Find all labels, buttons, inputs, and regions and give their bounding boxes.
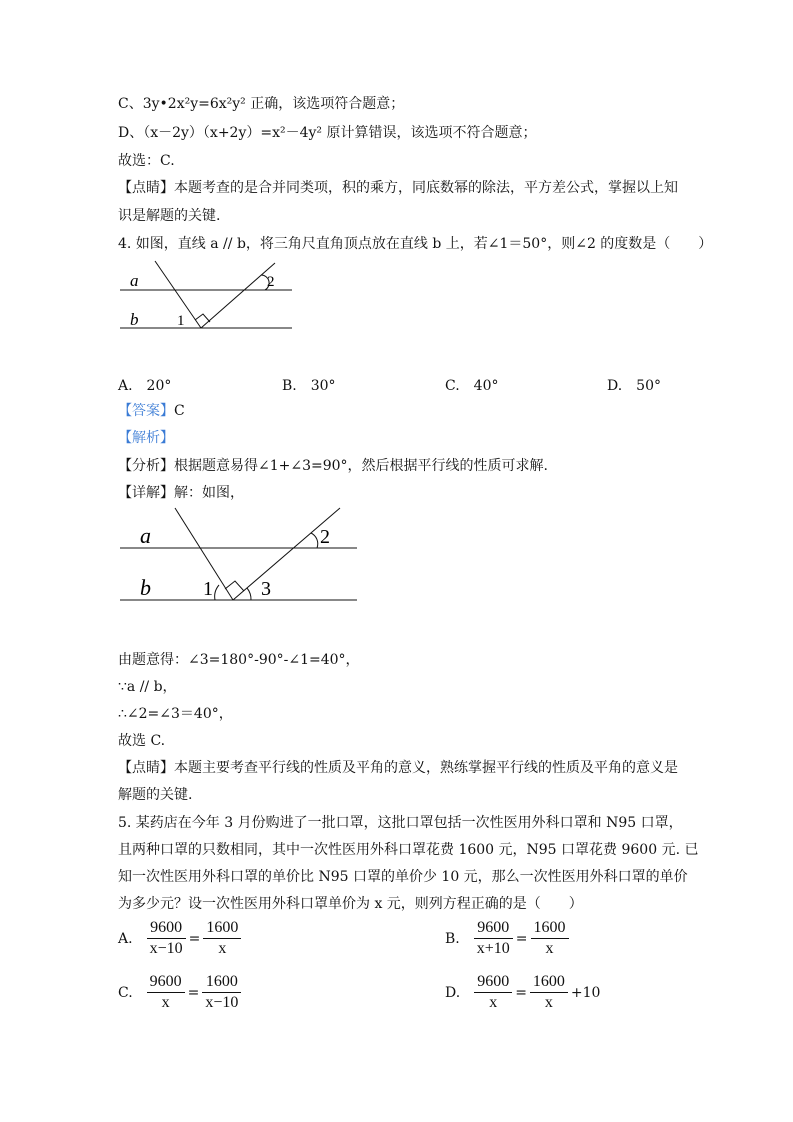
option-label: A. (118, 930, 133, 947)
plus-term: +10 (570, 984, 601, 1001)
denominator: x (161, 994, 170, 1011)
fraction (147, 918, 186, 959)
denominator: x (218, 940, 227, 957)
text-line: ∴∠2=∠3＝40°， (118, 706, 233, 722)
label-a: a (130, 271, 139, 290)
text-line: C、3y•2x²y=6x²y² 正确，该选项符合题意； (118, 96, 405, 112)
question-5: 为多少元？设一次性医用外科口罩单价为 x 元，则列方程正确的是（ ） (118, 896, 583, 912)
denominator: x (489, 994, 498, 1011)
denominator: x+10 (476, 940, 510, 957)
denominator: x−10 (205, 994, 239, 1011)
label-1: 1 (203, 578, 213, 600)
equals: = (188, 930, 201, 947)
label-a: a (140, 523, 151, 548)
q5-option-b (445, 918, 572, 959)
numerator: 1600 (531, 918, 569, 939)
option-label: D. (445, 984, 461, 1001)
text-line: 由题意得：∠3=180°-90°-∠1=40°， (118, 652, 360, 668)
text-line: 故选 C. (118, 733, 166, 749)
q5-option-a (118, 918, 244, 959)
text-line: 【点睛】本题考查的是合并同类项，积的乘方，同底数幂的除法，平方差公式，掌握以上知 (118, 180, 678, 196)
figure-1 (115, 258, 300, 338)
fraction (531, 918, 569, 959)
text-line: 【分析】根据题意易得∠1+∠3=90°，然后根据平行线的性质可求解. (118, 458, 548, 474)
option-label: B. (445, 930, 460, 947)
option-d: D. 50° (607, 378, 661, 394)
figure-2 (115, 505, 365, 610)
question-5: 5. 某药店在今年 3 月份购进了一批口罩，这批口罩包括一次性医用外科口罩和 N95 口罩， (118, 815, 683, 831)
numerator: 9600 (474, 918, 513, 939)
option-label: C. (118, 984, 133, 1001)
fraction (147, 972, 185, 1013)
numerator: 9600 (474, 972, 512, 993)
text-line: D、（x－2y）（x+2y）=x²－4y² 原计算错误，该选项不符合题意； (118, 125, 537, 141)
equals: = (187, 984, 200, 1001)
label-2: 2 (267, 274, 275, 290)
denominator: x (545, 940, 554, 957)
text-line: 故选：C. (118, 153, 175, 169)
analysis-label: 【解析】 (118, 430, 174, 446)
fraction (203, 918, 241, 959)
label-1: 1 (177, 313, 185, 329)
answer-line (118, 402, 185, 420)
q5-option-c (118, 972, 244, 1013)
label-3: 3 (261, 578, 271, 600)
question-5: 知一次性医用外科口罩的单价比 N95 口罩的单价少 10 元，那么一次性医用外科口罩的单价 (118, 869, 688, 885)
question-4: 4. 如图，直线 a // b，将三角尺直角顶点放在直线 b 上，若∠1＝50°，则∠2 的度数是（ ） (118, 236, 713, 252)
q5-option-d (445, 972, 600, 1013)
text-line: 解题的关键. (118, 787, 193, 803)
text-line: 【点睛】本题主要考查平行线的性质及平角的意义，熟练掌握平行线的性质及平角的意义是 (118, 760, 678, 776)
fraction (474, 918, 513, 959)
fraction (202, 972, 241, 1013)
numerator: 9600 (147, 972, 185, 993)
equals: = (515, 984, 527, 1001)
fraction (530, 972, 568, 1013)
answer-label: 【答案】 (118, 403, 174, 419)
text-line: 【详解】解：如图， (118, 485, 244, 501)
option-c: C. 40° (445, 378, 499, 394)
equals: = (515, 930, 528, 947)
answer-value: C (174, 403, 185, 419)
numerator: 1600 (202, 972, 241, 993)
question-5: 且两种口罩的只数相同，其中一次性医用外科口罩花费 1600 元，N95 口罩花费 9600 元. 已 (118, 842, 699, 858)
text-line: ∵a // b， (118, 679, 177, 695)
option-a: A. 20° (118, 378, 172, 394)
option-b: B. 30° (282, 378, 336, 394)
label-b: b (130, 310, 139, 329)
numerator: 9600 (147, 918, 186, 939)
label-b: b (140, 575, 151, 600)
denominator: x (544, 994, 553, 1011)
fraction (474, 972, 512, 1013)
numerator: 1600 (203, 918, 241, 939)
text-line: 识是解题的关键. (118, 208, 221, 224)
numerator: 1600 (530, 972, 568, 993)
label-2: 2 (320, 526, 330, 548)
denominator: x−10 (149, 940, 183, 957)
